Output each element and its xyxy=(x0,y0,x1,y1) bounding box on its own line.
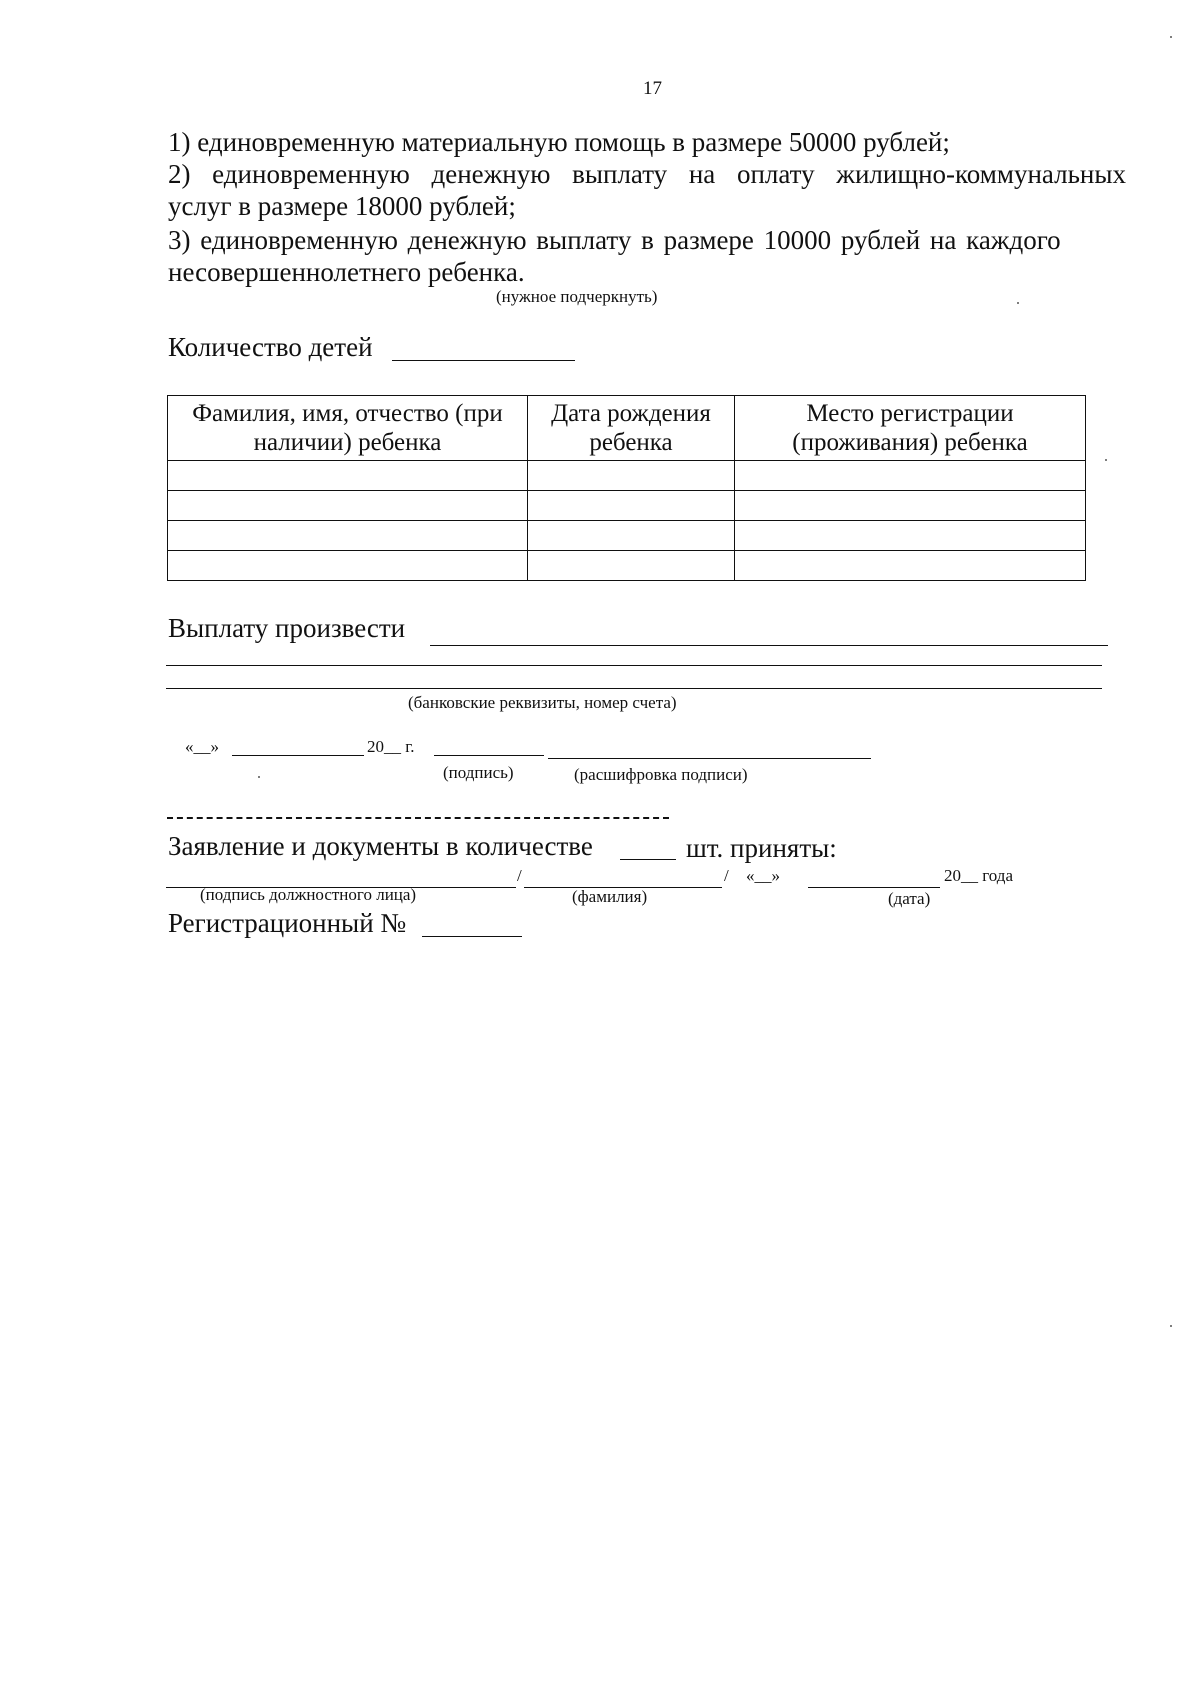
documents-count-field[interactable] xyxy=(620,859,676,860)
header-full-name: Фамилия, имя, отчество (при наличии) ребенка xyxy=(168,396,528,461)
payment-details-field-3[interactable] xyxy=(166,688,1102,689)
cell-registration-place[interactable] xyxy=(735,491,1086,521)
applicant-signature-field[interactable] xyxy=(434,755,544,756)
children-count-field[interactable] xyxy=(392,360,575,361)
cell-birth-date[interactable] xyxy=(528,521,735,551)
option-1: 1) единовременную материальную помощь в размере 50000 рублей; xyxy=(168,127,950,157)
option-3-line-1: 3) единовременную денежную выплату в размере 10000 рублей на каждого xyxy=(168,225,1061,255)
applicant-date-month-field[interactable] xyxy=(232,755,364,756)
decoding-hint: (расшифровка подписи) xyxy=(574,765,748,784)
underline-hint: (нужное подчеркнуть) xyxy=(496,287,658,306)
scan-speck xyxy=(1170,1325,1172,1327)
official-signature-hint: (подпись должностного лица) xyxy=(200,885,417,904)
acceptance-date-year: 20__ года xyxy=(944,866,1014,885)
table-row xyxy=(168,551,1086,581)
acceptance-label-end: шт. приняты: xyxy=(686,833,837,863)
option-3-line-2: несовершеннолетнего ребенка. xyxy=(168,257,525,287)
payment-details-field-2[interactable] xyxy=(166,665,1102,666)
acceptance-label-start: Заявление и документы в количестве xyxy=(168,831,593,861)
scan-speck xyxy=(258,776,260,778)
cell-full-name[interactable] xyxy=(168,521,528,551)
table-row xyxy=(168,521,1086,551)
children-count-label: Количество детей xyxy=(168,332,373,362)
slash-separator-1: / xyxy=(517,866,522,885)
slash-separator-2: / xyxy=(724,866,729,885)
acceptance-date-day: «__» xyxy=(746,866,780,885)
cell-registration-place[interactable] xyxy=(735,521,1086,551)
children-table xyxy=(167,395,1086,581)
dashed-separator xyxy=(167,817,669,819)
applicant-decoding-field[interactable] xyxy=(548,758,871,759)
header-registration-place: Место регистрации (проживания) ребенка xyxy=(735,396,1086,461)
registration-number-field[interactable] xyxy=(422,936,522,937)
page-number: 17 xyxy=(643,78,662,99)
acceptance-date-month-field[interactable] xyxy=(808,887,940,888)
cell-full-name[interactable] xyxy=(168,491,528,521)
date-hint: (дата) xyxy=(888,889,931,908)
payment-details-field-1[interactable] xyxy=(430,645,1108,646)
table-row xyxy=(168,491,1086,521)
cell-full-name[interactable] xyxy=(168,551,528,581)
cell-registration-place[interactable] xyxy=(735,461,1086,491)
bank-details-hint: (банковские реквизиты, номер счета) xyxy=(408,693,677,712)
table-row xyxy=(168,461,1086,491)
option-2-line-1: 2) единовременную денежную выплату на оплату жилищно-коммунальных xyxy=(168,159,1126,189)
option-2-line-2: услуг в размере 18000 рублей; xyxy=(168,191,516,221)
applicant-date-day: «__» xyxy=(185,737,219,756)
cell-full-name[interactable] xyxy=(168,461,528,491)
scan-speck xyxy=(1105,459,1107,461)
scan-speck xyxy=(1170,36,1172,38)
children-table-header xyxy=(168,396,1086,461)
cell-birth-date[interactable] xyxy=(528,551,735,581)
cell-registration-place[interactable] xyxy=(735,551,1086,581)
signature-hint: (подпись) xyxy=(443,763,514,782)
scan-speck xyxy=(1017,302,1019,304)
surname-hint: (фамилия) xyxy=(572,887,648,906)
applicant-date-year: 20__ г. xyxy=(367,737,415,756)
cell-birth-date[interactable] xyxy=(528,491,735,521)
cell-birth-date[interactable] xyxy=(528,461,735,491)
header-birth-date: Дата рождения ребенка xyxy=(528,396,735,461)
registration-label: Регистрационный № xyxy=(168,908,407,938)
payment-label: Выплату произвести xyxy=(168,613,406,643)
